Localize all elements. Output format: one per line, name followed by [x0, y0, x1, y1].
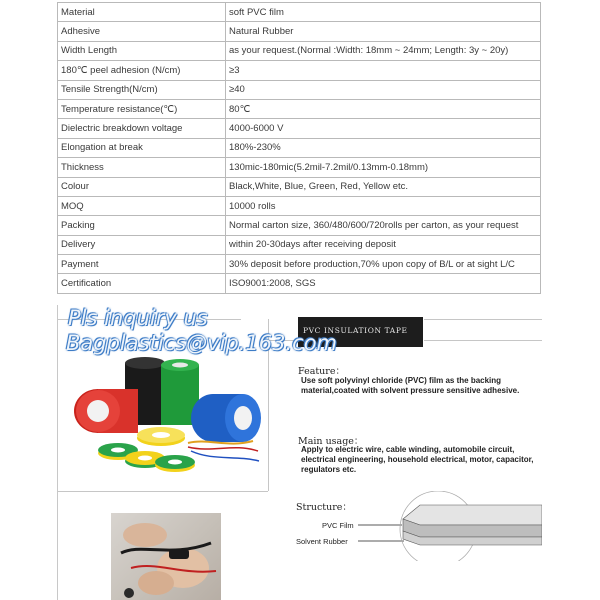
spec-table — [57, 2, 541, 294]
spec-label: Thickness — [58, 158, 226, 177]
spec-label: 180℃ peel adhesion (N/cm) — [58, 61, 226, 80]
spec-value: within 20-30days after receiving deposit — [226, 235, 541, 254]
spec-value: 4000-6000 V — [226, 119, 541, 138]
structure-label-solvent-rubber: Solvent Rubber — [296, 537, 348, 546]
spec-label: Payment — [58, 255, 226, 274]
spec-row — [58, 177, 541, 196]
feature-text: Use soft polyvinyl chloride (PVC) film as the backing material,coated with solvent pressure sensitive adhesive. — [301, 376, 520, 395]
spec-value: 180%-230% — [226, 138, 541, 157]
spec-label: Colour — [58, 177, 226, 196]
spec-value: ≥3 — [226, 61, 541, 80]
structure-heading: Structure： — [296, 502, 352, 513]
spec-row — [58, 99, 541, 118]
spec-row — [58, 22, 541, 41]
spec-row — [58, 41, 541, 60]
spec-row — [58, 119, 541, 138]
tape-rolls-photo — [63, 343, 265, 485]
spec-label: Temperature resistance(℃) — [58, 99, 226, 118]
spec-label: Certification — [58, 274, 226, 293]
spec-value: 80℃ — [226, 99, 541, 118]
structure-label-pvc-film: PVC Film — [322, 521, 354, 530]
spec-row — [58, 3, 541, 22]
divider — [424, 340, 542, 341]
banner-title: PVC INSULATION TAPE — [298, 317, 423, 347]
spec-row — [58, 274, 541, 293]
spec-table-body — [58, 3, 541, 294]
spec-value: as your request.(Normal :Width: 18mm ~ 24mm; Length: 3y ~ 20y) — [226, 41, 541, 60]
spec-value: ISO9001:2008, SGS — [226, 274, 541, 293]
spec-label: Elongation at break — [58, 138, 226, 157]
hand-wrapping-photo — [111, 513, 221, 600]
spec-value: Black,White, Blue, Green, Red, Yellow etc. — [226, 177, 541, 196]
tape-rolls-illustration — [63, 343, 265, 485]
spec-row — [58, 216, 541, 235]
watermark-line-1: Pls inquiry us — [68, 306, 208, 330]
spec-label: MOQ — [58, 196, 226, 215]
spec-value: Normal carton size, 360/480/600/720rolls per carton, as your request — [226, 216, 541, 235]
spec-label: Dielectric breakdown voltage — [58, 119, 226, 138]
main-usage-heading: Main usage： — [298, 436, 364, 447]
spec-value: ≥40 — [226, 80, 541, 99]
hand-illustration — [111, 513, 221, 600]
divider — [424, 319, 542, 320]
spec-row — [58, 235, 541, 254]
main-usage-text: Apply to electric wire, cable winding, automobile circuit, electrical engineering, household electrical, motor, capacitor, regulators etc. — [301, 445, 534, 474]
spec-value: soft PVC film — [226, 3, 541, 22]
spec-label: Packing — [58, 216, 226, 235]
spec-row — [58, 255, 541, 274]
structure-diagram — [358, 491, 542, 561]
spec-row — [58, 80, 541, 99]
feature-heading: Feature： — [298, 366, 345, 377]
spec-row — [58, 196, 541, 215]
spec-label: Tensile Strength(N/cm) — [58, 80, 226, 99]
spec-row — [58, 138, 541, 157]
spec-label: Adhesive — [58, 22, 226, 41]
spec-label: Delivery — [58, 235, 226, 254]
spec-value: 30% deposit before production,70% upon copy of B/L or at sight L/C — [226, 255, 541, 274]
spec-label: Width Length — [58, 41, 226, 60]
spec-value: 130mic-180mic(5.2mil-7.2mil/0.13mm-0.18mm) — [226, 158, 541, 177]
watermark-line-2: Bagplastics@vip.163.com — [66, 331, 338, 355]
spec-row — [58, 61, 541, 80]
spec-label: Material — [58, 3, 226, 22]
divider — [58, 491, 268, 492]
spec-row — [58, 158, 541, 177]
spec-value: 10000 rolls — [226, 196, 541, 215]
spec-value: Natural Rubber — [226, 22, 541, 41]
